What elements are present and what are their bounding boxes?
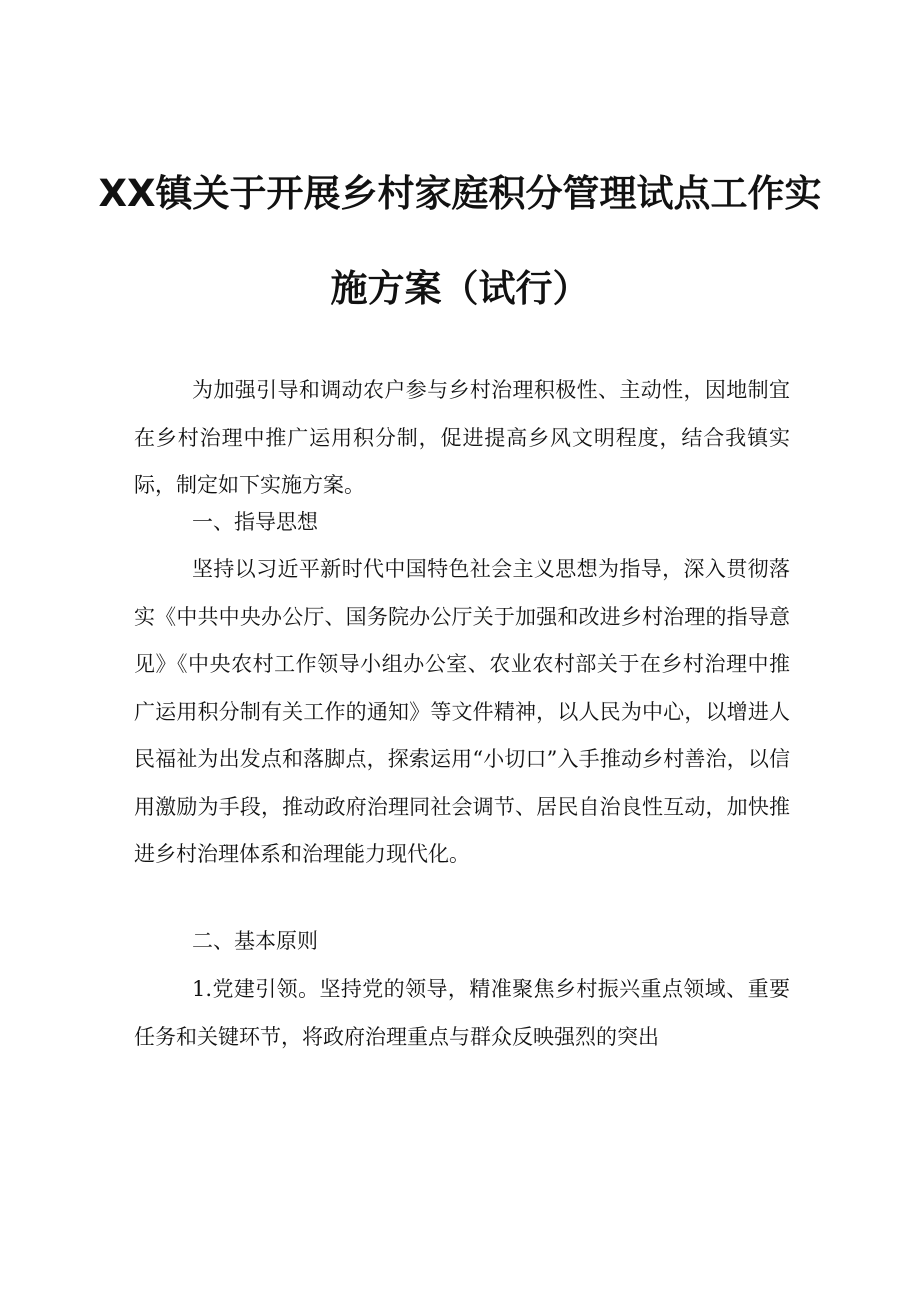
section-heading-basic-principles: 二、基本原则 [192, 929, 318, 953]
document-title-line-2: 施方案（试行） [330, 267, 590, 310]
document-title-line-1: XX镇关于开展乡村家庭积分管理试点工作实 [98, 172, 822, 215]
section-heading-guiding-ideology: 一、指导思想 [192, 510, 318, 534]
intro-paragraph: 为加强引导和调动农户参与乡村治理积极性、主动性，因地制宜在乡村治理中推广运用积分制，促进提高乡风文明程度，结合我镇实际，制定如下实施方案。 [134, 378, 790, 497]
principle-1-paragraph: 1.党建引领。坚持党的领导，精准聚焦乡村振兴重点领域、重要任务和关键环节，将政府治理重点与群众反映强烈的突出 [134, 977, 790, 1049]
guiding-ideology-paragraph: 坚持以习近平新时代中国特色社会主义思想为指导，深入贯彻落实《中共中央办公厅、国务院办公厅关于加强和改进乡村治理的指导意见》《中央农村工作领导小组办公室、农业农村部关于在乡村治理中推广运用积分制有关工作的通知》等文件精神，以人民为中心，以增进人民福祉为出发点和落脚点，探索运用“小切口”入手推动乡村善治，以信用激励为手段，推动政府治理同社会调节、居民自治良性互动，加快推进乡村治理体系和治理能力现代化。 [134, 557, 790, 866]
